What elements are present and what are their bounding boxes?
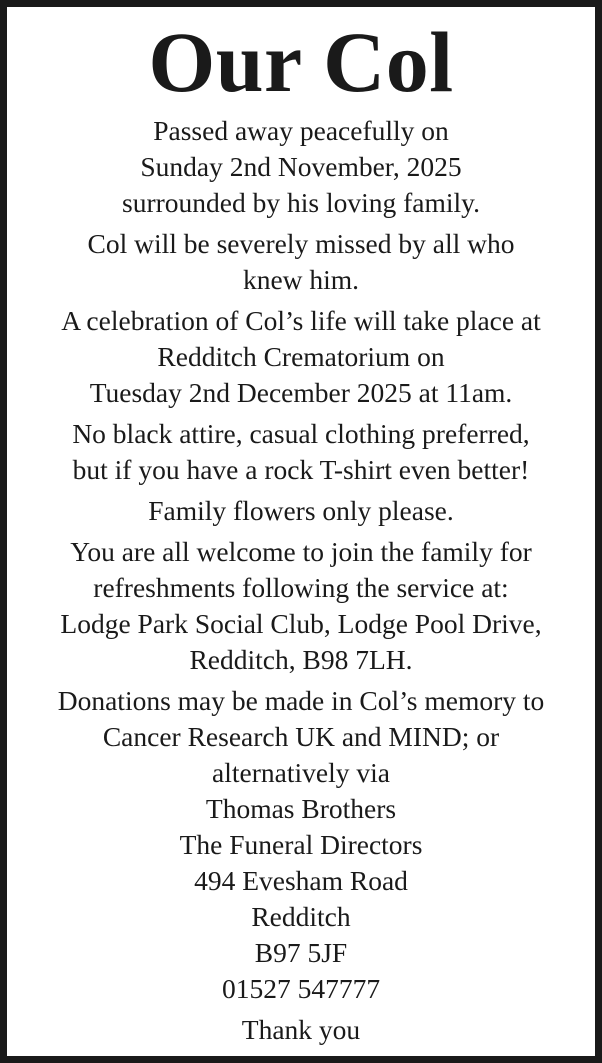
refreshments-postcode-line: Redditch, B98 7LH. xyxy=(189,644,413,675)
refreshments-line: refreshments following the service at: xyxy=(93,572,509,603)
passing-family-line: surrounded by his loving family. xyxy=(122,187,480,218)
celebration-details xyxy=(21,303,581,411)
flowers-note xyxy=(21,493,581,529)
donations-line: Donations may be made in Col’s memory to xyxy=(57,685,545,716)
notice-title: Our Col xyxy=(148,14,454,110)
refreshments-invitation xyxy=(21,534,581,678)
dress-code-line: No black attire, casual clothing preferred, xyxy=(72,418,530,449)
funeral-director-phone: 01527 547777 xyxy=(221,973,381,1004)
donations-info xyxy=(21,683,581,1007)
refreshments-line: You are all welcome to join the family for xyxy=(70,536,532,567)
funeral-director-postcode: B97 5JF xyxy=(254,937,348,968)
donations-charities-line: Cancer Research UK and MIND; or xyxy=(102,721,500,752)
passing-line: Passed away peacefully on xyxy=(153,115,449,146)
missed-line: knew him. xyxy=(242,264,360,295)
passing-date-line: Sunday 2nd November, 2025 xyxy=(140,151,462,182)
funeral-director-street: 494 Evesham Road xyxy=(194,865,408,896)
funeral-director-name: Thomas Brothers xyxy=(205,793,397,824)
missed-message xyxy=(21,226,581,298)
closing-thanks xyxy=(21,1012,581,1048)
refreshments-venue-line: Lodge Park Social Club, Lodge Pool Drive, xyxy=(60,608,542,639)
celebration-line: A celebration of Col’s life will take place at xyxy=(61,305,541,336)
flowers-line: Family flowers only please. xyxy=(148,495,454,526)
funeral-director-town: Redditch xyxy=(251,901,351,932)
dress-code xyxy=(21,416,581,488)
missed-line: Col will be severely missed by all who xyxy=(87,228,515,259)
donations-alternative-line: alternatively via xyxy=(212,757,390,788)
thank-you-line: Thank you xyxy=(241,1014,361,1045)
funeral-director-title: The Funeral Directors xyxy=(179,829,423,860)
celebration-date-line: Tuesday 2nd December 2025 at 11am. xyxy=(89,377,513,408)
celebration-venue-line: Redditch Crematorium on xyxy=(157,341,445,372)
notice-body xyxy=(21,113,581,1053)
passing-announcement xyxy=(21,113,581,221)
dress-code-line: but if you have a rock T-shirt even better! xyxy=(72,454,530,485)
